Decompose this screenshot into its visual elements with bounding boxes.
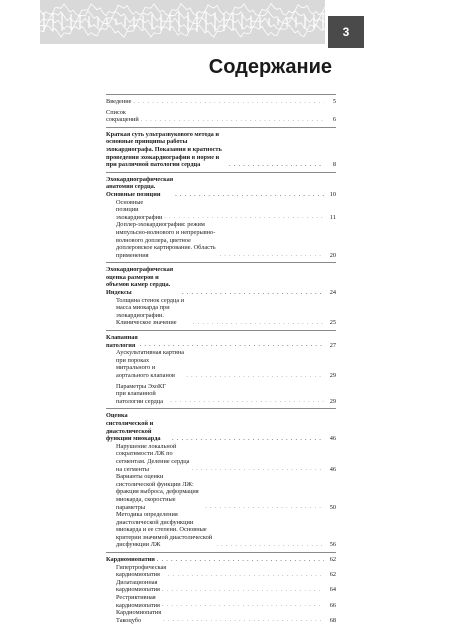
- toc-entry[interactable]: [106, 609, 336, 624]
- section-divider: [106, 172, 336, 173]
- toc-entry[interactable]: [106, 564, 336, 579]
- toc-entry-title: Введение: [106, 98, 132, 105]
- toc-entry-title: Кардиомиопатия Такоцубо: [116, 609, 162, 624]
- page-title: Содержание: [208, 56, 332, 78]
- toc-section: [106, 262, 336, 327]
- toc-entry[interactable]: [106, 383, 336, 406]
- dot-leader: [182, 290, 324, 296]
- dot-leader: [186, 373, 324, 379]
- toc-page-number: 62: [329, 556, 336, 564]
- section-divider: [106, 408, 336, 409]
- dot-leader: [217, 542, 324, 548]
- toc-page-number: 20: [329, 251, 336, 259]
- toc-page-number: 62: [329, 571, 336, 579]
- toc-entry-title: Эхокардиографическая анатомия сердца. Основные позиции: [106, 175, 174, 198]
- toc-entry[interactable]: [106, 221, 336, 259]
- toc-section: [106, 552, 336, 624]
- dot-leader: [170, 398, 324, 404]
- toc-entry-title: Доплер-эхокардиография: режим импульсно-волнового и непрерывно-волнового доплера, цветное доплеровское картирование. Область применения: [116, 221, 216, 259]
- toc-entry[interactable]: [106, 473, 336, 511]
- toc-entry-title: Гипертрофическая кардиомиопатия: [116, 563, 167, 579]
- toc-chapter-entry[interactable]: [106, 266, 336, 296]
- toc-entry-title: Основные позиции эхокардиографии: [116, 198, 163, 221]
- toc-entry-title: Варианты оценки систолической функции ЛЖ: фракция выброса, деформация миокарда, скоростные параметры: [116, 473, 199, 511]
- toc-entry-title: Оценка систолической и диастолической функции миокарда: [106, 412, 161, 443]
- toc-entry[interactable]: [106, 349, 336, 379]
- toc-entry[interactable]: [106, 594, 336, 609]
- toc-section: [106, 94, 336, 124]
- toc-entry-title: Клапанная патология: [106, 334, 138, 349]
- toc-entry-title: Список сокращений: [106, 108, 139, 124]
- toc-section: [106, 408, 336, 549]
- dot-leader: [193, 320, 324, 326]
- toc-entry-title: Рестриктивная кардиомиопатия: [116, 594, 160, 609]
- toc-entry[interactable]: [106, 443, 336, 473]
- toc-entry-title: Аускультативная картина при пороках митрального и аортального клапанов: [116, 349, 185, 379]
- section-divider: [106, 94, 336, 95]
- toc-chapter-entry[interactable]: [106, 556, 336, 564]
- toc-page-number: 24: [329, 289, 336, 297]
- toc-page-number: 66: [329, 601, 336, 609]
- dot-leader: [162, 587, 324, 593]
- toc-section: [106, 330, 336, 405]
- dot-leader: [175, 192, 324, 198]
- page-header: [0, 0, 450, 44]
- dot-leader: [192, 466, 324, 472]
- toc-entry[interactable]: [106, 579, 336, 594]
- section-divider: [106, 127, 336, 128]
- dot-leader: [162, 602, 324, 608]
- page-number: 3: [328, 16, 364, 48]
- toc-entry-title: Толщина стенок сердца и масса миокарда при эхокардиографии. Клиническое значение: [116, 296, 185, 327]
- toc-page-number: 64: [329, 586, 336, 594]
- toc-page-number: 27: [329, 341, 336, 349]
- toc-entry[interactable]: [106, 511, 336, 549]
- toc-page-number: 25: [329, 319, 336, 327]
- toc-page-number: 68: [329, 616, 336, 624]
- toc-page-number: 8: [332, 161, 336, 169]
- toc-page-number: 50: [329, 503, 336, 511]
- table-of-contents: [106, 94, 336, 627]
- dot-leader: [168, 572, 324, 578]
- toc-chapter-entry[interactable]: [106, 131, 336, 169]
- dot-leader: [229, 162, 324, 168]
- toc-entry[interactable]: [106, 199, 336, 222]
- toc-entry-title: Дилатационная кардиомиопатия: [116, 578, 160, 594]
- toc-entry-title: Параметры ЭхоКГ при клапанной патологии сердца: [116, 382, 166, 405]
- toc-entry-title: Кардиомиопатии: [106, 556, 155, 564]
- dot-leader: [133, 99, 324, 105]
- toc-page-number: 11: [329, 213, 336, 221]
- dot-leader: [141, 117, 324, 123]
- toc-page-number: 29: [329, 397, 336, 405]
- toc-page-number: 46: [329, 435, 336, 443]
- toc-page-number: 5: [332, 98, 336, 105]
- toc-entry[interactable]: [106, 98, 336, 106]
- toc-page-number: 6: [332, 116, 336, 124]
- toc-entry[interactable]: [106, 109, 336, 124]
- dot-leader: [140, 342, 324, 348]
- toc-chapter-entry[interactable]: [106, 176, 336, 199]
- dot-leader: [157, 557, 324, 563]
- toc-entry-title: Эхокардиографическая оценка размеров и объемов камер сердца. Индексы: [106, 266, 174, 297]
- dot-leader: [205, 504, 324, 510]
- toc-entry-title: Нарушение локальной сократимости ЛЖ по сегментам. Деление сердца на сегменты: [116, 442, 190, 473]
- section-divider: [106, 262, 336, 263]
- toc-entry-title: Методика определения диастолической дисфункции миокарда и ее степени. Основные критерии значимой диастолической дисфункции ЛЖ: [116, 511, 213, 549]
- dot-leader: [163, 617, 324, 623]
- toc-page-number: 29: [329, 372, 336, 379]
- toc-page-number: 10: [329, 190, 336, 198]
- toc-page-number: 46: [329, 465, 336, 473]
- ecg-wave-decoration: [40, 0, 325, 44]
- dot-leader: [164, 214, 324, 220]
- section-divider: [106, 552, 336, 553]
- toc-section: [106, 172, 336, 260]
- dot-leader: [220, 252, 324, 258]
- toc-chapter-entry[interactable]: [106, 412, 336, 442]
- dot-leader: [172, 436, 324, 442]
- toc-section: [106, 127, 336, 169]
- toc-page-number: 56: [329, 541, 336, 549]
- toc-entry-title: Краткая суть ультразвукового метода и основные принципы работы эхокардиографа. Показания и кратность проведения эхокардиографии в норме и при различной патологии сердца: [106, 130, 222, 169]
- section-divider: [106, 330, 336, 331]
- toc-chapter-entry[interactable]: [106, 334, 336, 349]
- toc-entry[interactable]: [106, 297, 336, 327]
